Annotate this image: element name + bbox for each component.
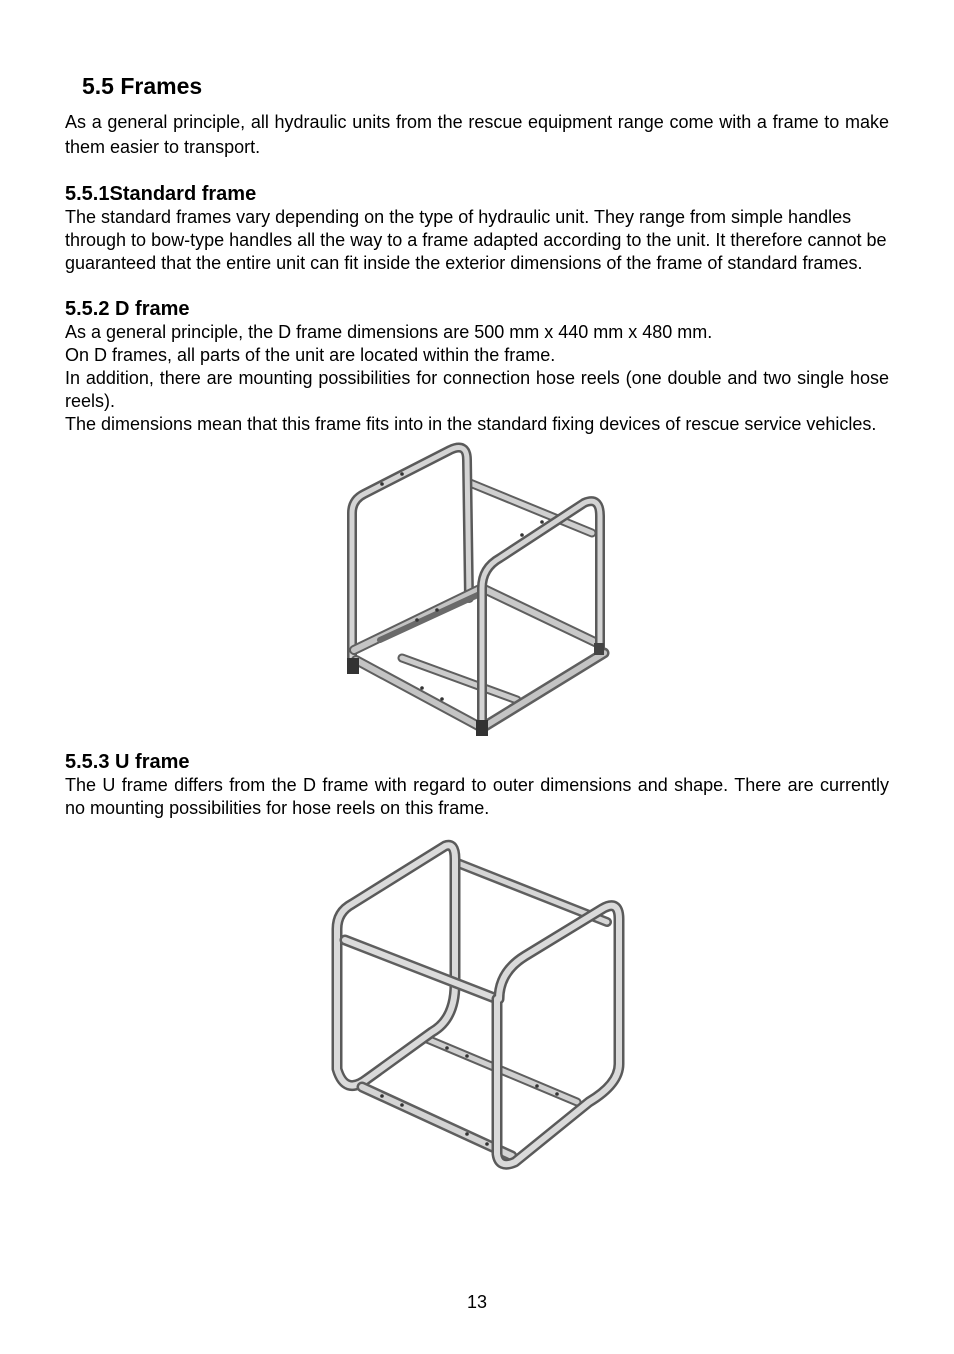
u-frame-drawing xyxy=(327,834,627,1174)
page-number: 13 xyxy=(466,1292,488,1312)
d-frame-line-1: As a general principle, the D frame dimensions are 500 mm x 440 mm x 480 mm. xyxy=(65,322,713,342)
section-title: 5.5 Frames xyxy=(82,73,203,99)
u-frame-illustration xyxy=(65,834,889,1174)
document-page xyxy=(65,70,889,1174)
d-frame-line-4: The dimensions mean that this frame fits into in the standard fixing devices of rescue service vehicles. xyxy=(65,414,877,434)
d-frame-illustration xyxy=(65,438,889,738)
u-frame-text: The U frame differs from the D frame with regard to outer dimensions and shape. There are currently no mounting possibilities for hose reels on this frame. xyxy=(65,775,889,818)
d-frame-drawing xyxy=(342,438,612,738)
u-frame-section xyxy=(65,750,889,820)
u-frame-heading: 5.5.3 U frame xyxy=(65,751,190,773)
standard-frame-section xyxy=(65,182,889,275)
section-intro: As a general principle, all hydraulic units from the rescue equipment range come with a frame to make them easier to transport. xyxy=(65,112,889,157)
d-frame-line-3: In addition, there are mounting possibilities for connection hose reels (one double and two single hose reels). xyxy=(65,368,889,411)
standard-frame-heading: 5.5.1Standard frame xyxy=(65,183,257,205)
standard-frame-text: The standard frames vary depending on the type of hydraulic unit. They range from simple handles through to bow-type handles all the way to a frame adapted according to the unit. It therefore cannot be guaranteed that the entire unit can fit inside the exterior dimensions of the frame of standard frames. xyxy=(65,207,887,273)
d-frame-heading: 5.5.2 D frame xyxy=(65,298,190,320)
d-frame-line-2: On D frames, all parts of the unit are located within the frame. xyxy=(65,345,556,365)
d-frame-section xyxy=(65,297,889,436)
